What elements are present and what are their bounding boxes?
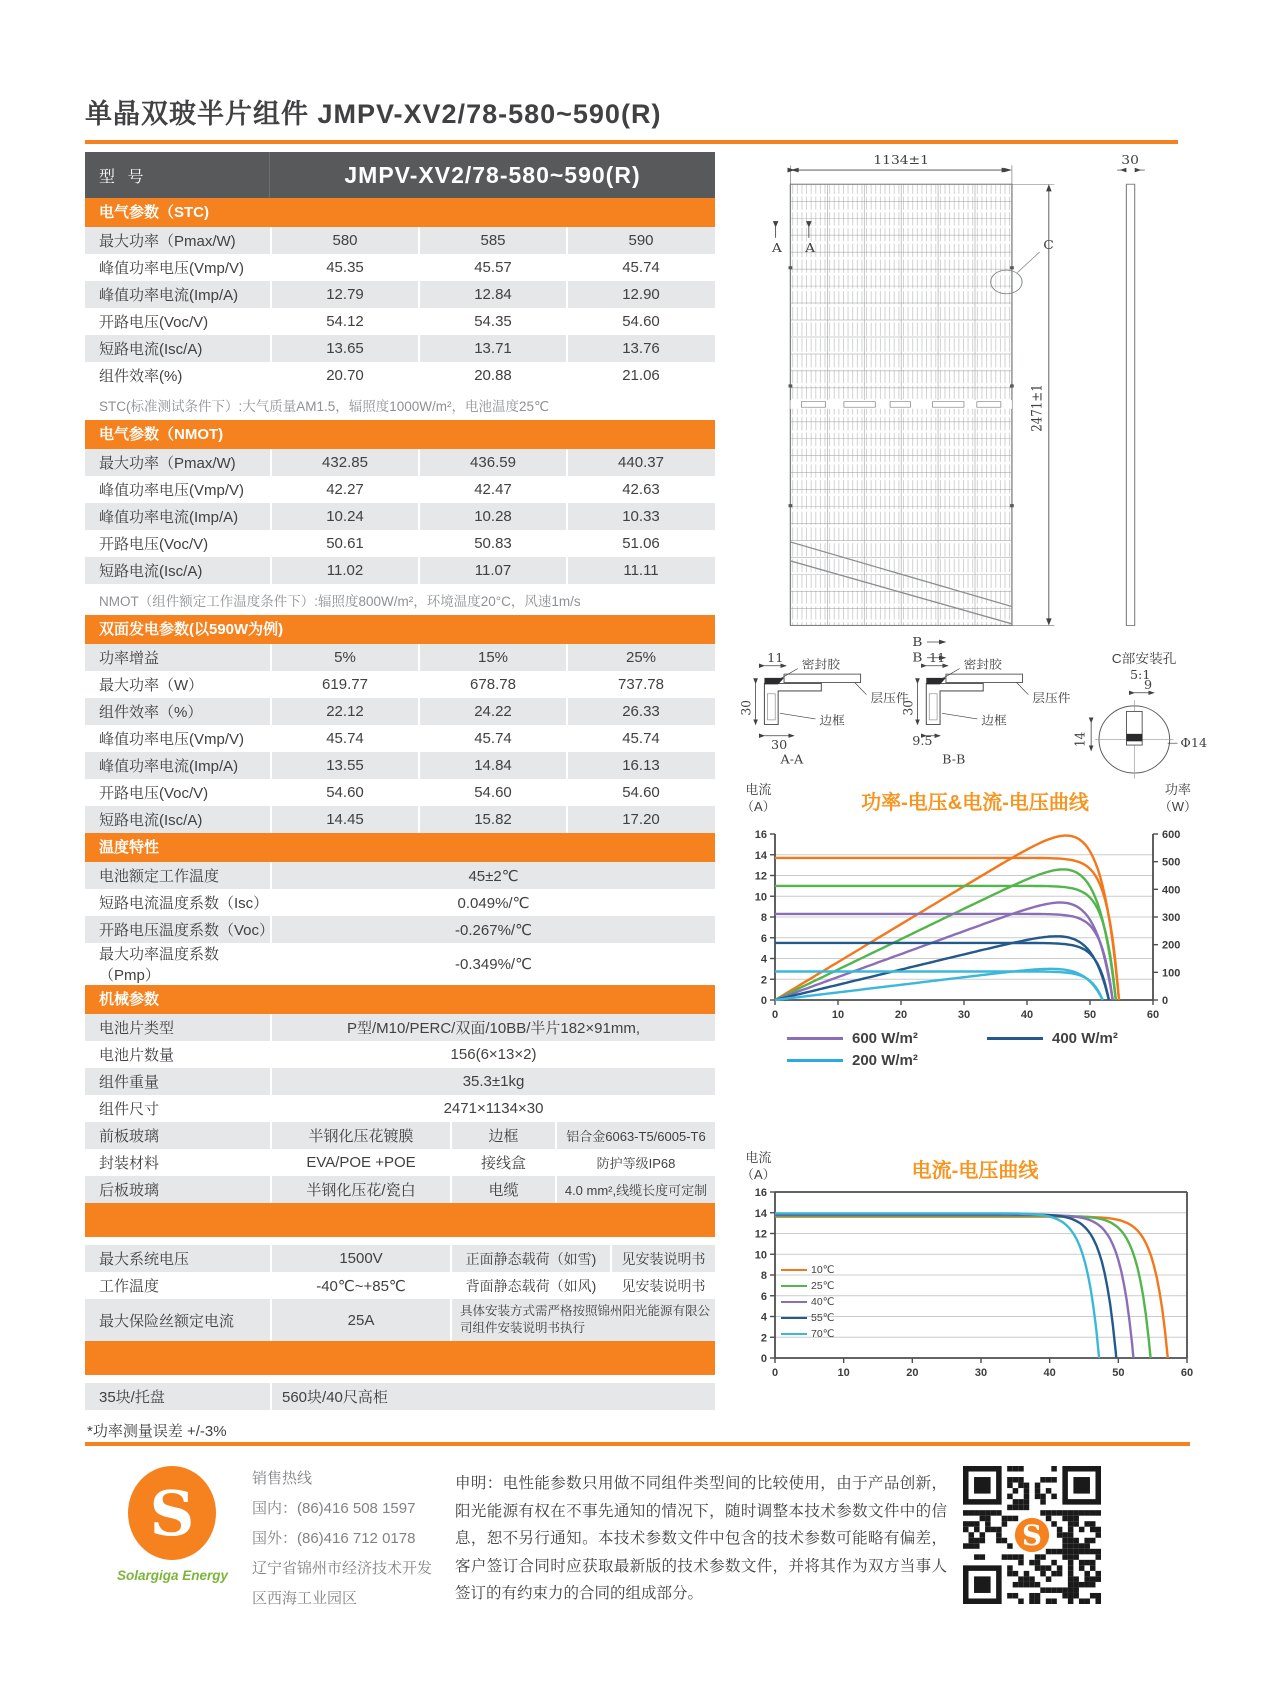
- hole-dim-14: 14: [1071, 731, 1088, 748]
- row-label: 最大保险丝额定电流: [99, 1312, 235, 1330]
- table-cell: 45.35: [270, 254, 418, 281]
- svg-text:2: 2: [760, 974, 767, 987]
- svg-text:20: 20: [906, 1367, 919, 1379]
- table-cell: 45.57: [418, 254, 566, 281]
- table-cell: -40℃~+85℃: [270, 1272, 450, 1299]
- table-cell: 42.63: [566, 476, 714, 503]
- table-row: [85, 1383, 715, 1410]
- table-row: [85, 1176, 715, 1203]
- table-cell: 45±2℃: [270, 862, 715, 889]
- row-label: 电池额定工作温度: [99, 868, 220, 885]
- svg-text:30: 30: [974, 1367, 988, 1379]
- aa-laminate-label: 层压件: [870, 691, 909, 706]
- row-label: 前板玻璃: [99, 1128, 160, 1145]
- label-a2: A: [805, 241, 816, 256]
- table-cell: 45.74: [566, 725, 714, 752]
- title-underline: [85, 140, 1178, 144]
- table-cell: 铝合金6063-T5/6005-T6: [555, 1122, 715, 1149]
- table-row: [85, 281, 715, 308]
- table-row: [85, 889, 715, 916]
- table-row: [85, 308, 715, 335]
- contact-block: [252, 1464, 444, 1614]
- hole-scale: 5:1: [1129, 667, 1151, 682]
- legend-item: [781, 1278, 834, 1294]
- svg-text:600: 600: [1162, 829, 1181, 841]
- chart-iv-temp: [735, 1150, 1215, 1450]
- legend-swatch: [987, 1037, 1043, 1040]
- aa-dim-11: 11: [767, 650, 784, 665]
- svg-text:0: 0: [771, 1367, 779, 1379]
- table-row: [85, 503, 715, 530]
- label-b1: B: [912, 635, 923, 650]
- svg-text:300: 300: [1162, 912, 1181, 924]
- bb-caption: B-B: [942, 752, 966, 767]
- spec-table: [85, 152, 715, 1441]
- svg-text:8: 8: [760, 912, 767, 924]
- phone-overseas: 国外：(86)416 712 0178: [252, 1530, 416, 1547]
- bb-dim-95: 9.5: [912, 733, 933, 748]
- table-cell: 17.20: [566, 806, 714, 833]
- legend-swatch: [781, 1301, 807, 1304]
- svg-text:500: 500: [1162, 856, 1181, 869]
- svg-text:200: 200: [1162, 939, 1181, 952]
- table-cell: 35.3±1kg: [270, 1068, 715, 1095]
- legend-item: [787, 1030, 987, 1047]
- company-address: 辽宁省锦州市经济技术开发区西海工业园区: [252, 1560, 433, 1607]
- svg-text:400: 400: [1162, 884, 1181, 897]
- mounting-hole-detail: [1072, 650, 1207, 778]
- aa-seal-label: 密封胶: [801, 657, 840, 672]
- svg-text:10: 10: [831, 1009, 845, 1021]
- section-header: 温度特性: [85, 833, 715, 862]
- table-cell: 12.90: [566, 281, 714, 308]
- panel-drawing: [735, 148, 1215, 668]
- table-row: [85, 1149, 715, 1176]
- table-row: [85, 1299, 715, 1341]
- table-note: NMOT（组件额定工作温度条件下）:辐照度800W/m²，环境温度20°C，风速1m/s: [85, 584, 715, 615]
- table-cell: 42.27: [270, 476, 418, 503]
- svg-text:40: 40: [1043, 1367, 1056, 1379]
- row-label: 组件效率(%): [99, 368, 183, 385]
- table-cell: 25A: [270, 1299, 450, 1341]
- row-label: 峰值功率电流(Imp/A): [99, 287, 239, 304]
- svg-text:0: 0: [1162, 995, 1169, 1007]
- table-cell: P型/M10/PERC/双面/10BB/半片182×91mm,: [270, 1014, 715, 1041]
- table-cell: 619.77: [270, 671, 418, 698]
- table-row: [85, 557, 715, 584]
- section-bb: [900, 650, 1071, 766]
- legal-declaration: 申明：电性能参数只用做不同组件类型间的比较使用，由于产品创新，阳光能源有权在不事先通知的情况下，随时调整本技术参数文件中的信息，恕不另行通知。本技术参数文件中包含的技术参数可能略有偏差，客户签订合同时应获取最新版的技术参数文件，并将其作为双方当事人签订的有约束力的合同的组成部分。: [455, 1475, 947, 1603]
- bb-dim-11: 11: [929, 650, 946, 665]
- row-label: 短路电流温度系数（Isc）: [99, 895, 269, 912]
- table-row: [85, 530, 715, 557]
- row-label: 后板玻璃: [99, 1182, 160, 1199]
- model-header-row: [85, 152, 715, 198]
- model-value: JMPV-XV2/78-580~590(R): [344, 161, 641, 188]
- legend-swatch: [781, 1317, 807, 1320]
- row-label: 组件效率（%）: [99, 704, 203, 721]
- row-label: 峰值功率电压(Vmp/V): [99, 260, 245, 277]
- table-cell: 51.06: [566, 530, 714, 557]
- chart1-legend: [787, 1030, 1207, 1074]
- table-cell: 14.84: [418, 752, 566, 779]
- legend-swatch: [781, 1269, 807, 1272]
- svg-text:0: 0: [760, 995, 767, 1007]
- chart-pv-iv: [735, 782, 1215, 1082]
- table-row: [85, 671, 715, 698]
- table-cell: 11.11: [566, 557, 714, 584]
- table-cell: 见安装说明书: [610, 1245, 715, 1272]
- svg-text:60: 60: [1180, 1367, 1194, 1379]
- table-cell: 45.74: [418, 725, 566, 752]
- table-cell: 440.37: [566, 449, 714, 476]
- row-label: 背面静态载荷（如风): [450, 1272, 610, 1299]
- table-cell: 24.22: [418, 698, 566, 725]
- hole-dim-dia: Φ14: [1180, 735, 1208, 750]
- legend-swatch: [781, 1333, 807, 1336]
- table-cell: 16.13: [566, 752, 714, 779]
- table-cell: 13.65: [270, 335, 418, 362]
- legend-label: 400 W/m²: [1052, 1030, 1118, 1047]
- dim-height: 2471±1: [1029, 384, 1046, 432]
- table-cell: 585: [418, 227, 566, 254]
- legend-item: [781, 1326, 834, 1342]
- table-row: [85, 698, 715, 725]
- aa-dim-30w: 30: [771, 737, 788, 752]
- row-label: 最大功率（Pmax/W): [99, 233, 236, 250]
- svg-text:10: 10: [754, 1249, 767, 1262]
- row-label: 峰值功率电流(Imp/A): [99, 509, 239, 526]
- row-label: 峰值功率电压(Vmp/V): [99, 731, 245, 748]
- table-row: [85, 644, 715, 671]
- table-cell: 10.33: [566, 503, 714, 530]
- table-cell: EVA/POE +POE: [270, 1149, 450, 1176]
- table-row: [85, 1122, 715, 1149]
- table-cell: 25%: [566, 644, 714, 671]
- svg-text:50: 50: [1083, 1009, 1097, 1021]
- section-header: 电气参数（STC): [85, 198, 715, 227]
- table-row: [85, 1272, 715, 1299]
- legend-item: [987, 1030, 1187, 1047]
- table-cell: 11.02: [270, 557, 418, 584]
- section-aa: [738, 650, 909, 766]
- row-label: 开路电压(Voc/V): [99, 785, 209, 802]
- legend-item: [787, 1052, 987, 1069]
- table-cell: 54.12: [270, 308, 418, 335]
- table-cell: 10.24: [270, 503, 418, 530]
- logo-text: Solargiga Energy: [116, 1568, 229, 1583]
- section-header: 电气参数（NMOT): [85, 420, 715, 449]
- svg-text:14: 14: [754, 1207, 767, 1220]
- table-cell: 1500V: [270, 1245, 450, 1272]
- table-cell: 54.60: [270, 779, 418, 806]
- legend-swatch: [787, 1059, 843, 1062]
- table-cell: 580: [270, 227, 418, 254]
- label-b2: B: [912, 651, 923, 666]
- logo-letter: S: [149, 1476, 195, 1550]
- spec-table-body: [85, 198, 715, 1410]
- page-title: 单晶双玻半片组件 JMPV-XV2/78-580~590(R): [85, 99, 662, 129]
- table-row: [85, 1245, 715, 1272]
- table-cell: 50.83: [418, 530, 566, 557]
- table-cell: 13.55: [270, 752, 418, 779]
- svg-text:30: 30: [957, 1009, 971, 1021]
- legend-label: 70℃: [811, 1328, 835, 1340]
- row-label: 正面静态载荷（如雪): [450, 1245, 610, 1272]
- svg-text:6: 6: [760, 932, 767, 945]
- legend-swatch: [787, 1037, 843, 1040]
- section-bar-empty: [85, 1341, 715, 1375]
- table-row: [85, 1041, 715, 1068]
- table-cell: 半钢化压花/瓷白: [270, 1176, 450, 1203]
- table-cell: 22.12: [270, 698, 418, 725]
- table-cell: 半钢化压花镀膜: [270, 1122, 450, 1149]
- svg-text:20: 20: [894, 1009, 908, 1021]
- table-cell: 15.82: [418, 806, 566, 833]
- table-cell: 42.47: [418, 476, 566, 503]
- table-cell: 12.84: [418, 281, 566, 308]
- table-cell: 12.79: [270, 281, 418, 308]
- aa-caption: A-A: [780, 752, 804, 767]
- row-label: 开路电压(Voc/V): [99, 314, 209, 331]
- bb-frame-label: 边框: [981, 713, 1007, 728]
- table-cell: 678.78: [418, 671, 566, 698]
- row-label: 最大功率（W）: [99, 677, 204, 694]
- table-row: [85, 725, 715, 752]
- legend-label: 200 W/m²: [852, 1052, 918, 1069]
- svg-text:6: 6: [760, 1290, 767, 1303]
- legend-item: [781, 1262, 834, 1278]
- y-axis-label-current2: 电流 （A）: [741, 1150, 776, 1182]
- section-header: 机械参数: [85, 985, 715, 1014]
- table-cell: 45.74: [566, 254, 714, 281]
- row-label: 短路电流(Isc/A): [99, 812, 203, 829]
- svg-text:50: 50: [1112, 1367, 1125, 1379]
- svg-text:0: 0: [771, 1009, 779, 1021]
- table-cell: 13.71: [418, 335, 566, 362]
- svg-text:12: 12: [754, 1228, 767, 1241]
- legend-item: [781, 1310, 834, 1326]
- table-cell: -0.267%/℃: [270, 916, 715, 943]
- table-row: [85, 916, 715, 943]
- table-cell: 4.0 mm²,线缆长度可定制: [555, 1176, 715, 1203]
- table-cell: 见安装说明书: [610, 1272, 715, 1299]
- svg-text:40: 40: [1020, 1009, 1034, 1021]
- table-row: [85, 335, 715, 362]
- dim-thickness: 30: [1121, 153, 1139, 168]
- dim-width: 1134±1: [873, 153, 929, 168]
- solargiga-logo: [128, 1466, 216, 1560]
- bb-dim-30h: 30: [900, 700, 916, 716]
- chart1-title: 功率-电压&电流-电压曲线: [861, 792, 1089, 814]
- table-cell: 0.049%/℃: [270, 889, 715, 916]
- table-row: [85, 362, 715, 389]
- row-label: 最大功率（Pmax/W): [99, 455, 236, 472]
- table-row: [85, 943, 715, 985]
- bb-laminate-label: 层压件: [1032, 691, 1071, 706]
- label-c: C: [1043, 238, 1054, 253]
- table-cell: 14.45: [270, 806, 418, 833]
- chart1-plot: [735, 826, 1205, 1026]
- svg-text:2: 2: [760, 1332, 767, 1345]
- row-label: 开路电压温度系数（Voc）: [99, 922, 275, 939]
- table-cell: 防护等级IP68: [555, 1149, 715, 1176]
- row-label: 工作温度: [99, 1278, 160, 1295]
- table-cell: 54.35: [418, 308, 566, 335]
- svg-text:4: 4: [760, 1311, 767, 1324]
- svg-text:4: 4: [760, 953, 767, 966]
- chart2-legend: [781, 1262, 834, 1342]
- row-label: 接线盒: [450, 1149, 555, 1176]
- svg-text:8: 8: [760, 1270, 767, 1282]
- table-row: [85, 752, 715, 779]
- footer-divider: [85, 1442, 1190, 1446]
- row-label: 短路电流(Isc/A): [99, 563, 203, 580]
- cross-sections: [735, 648, 1255, 788]
- table-cell: 737.78: [566, 671, 714, 698]
- hole-title: C部安装孔: [1111, 651, 1177, 666]
- legend-label: 55℃: [811, 1312, 835, 1324]
- svg-text:16: 16: [754, 829, 767, 841]
- table-cell: 13.76: [566, 335, 714, 362]
- table-note: STC(标准测试条件下）:大气质量AM1.5，辐照度1000W/m²，电池温度25℃: [85, 389, 715, 420]
- table-cell: 54.60: [566, 779, 714, 806]
- table-row: [85, 806, 715, 833]
- qr-code: [963, 1466, 1101, 1604]
- measurement-tolerance-note: *功率测量误差 +/-3%: [87, 1423, 227, 1440]
- label-a1: A: [771, 241, 782, 256]
- panel-side-view: [1126, 184, 1134, 625]
- table-cell: 10.28: [418, 503, 566, 530]
- table-cell: 560块/40尺高柜: [270, 1383, 715, 1410]
- svg-text:14: 14: [754, 849, 767, 862]
- row-label: 最大功率温度系数（Pmp）: [99, 946, 220, 984]
- svg-text:60: 60: [1146, 1009, 1160, 1021]
- model-label: 型 号: [85, 152, 270, 198]
- svg-text:0: 0: [760, 1353, 767, 1365]
- chart2-title: 电流-电压曲线: [911, 1160, 1039, 1182]
- legend-label: 600 W/m²: [852, 1030, 918, 1047]
- svg-text:S: S: [1022, 1518, 1042, 1552]
- table-row: [85, 1068, 715, 1095]
- hotline-title: 销售热线: [252, 1470, 313, 1487]
- table-cell: 54.60: [566, 308, 714, 335]
- hole-dim-9: 9: [1143, 677, 1153, 692]
- table-cell: 2471×1134×30: [270, 1095, 715, 1122]
- table-row: [85, 862, 715, 889]
- table-cell: 54.60: [418, 779, 566, 806]
- aa-frame-label: 边框: [819, 713, 845, 728]
- row-label: 短路电流(Isc/A): [99, 341, 203, 358]
- table-row: [85, 449, 715, 476]
- table-cell: 590: [566, 227, 714, 254]
- legend-label: 40℃: [811, 1296, 835, 1308]
- row-label: 电池片数量: [99, 1047, 175, 1064]
- row-label: 最大系统电压: [99, 1251, 190, 1268]
- row-label: 峰值功率电流(Imp/A): [99, 758, 239, 775]
- row-label: 功率增益: [99, 650, 160, 667]
- row-label: 开路电压(Voc/V): [99, 536, 209, 553]
- section-bar-empty: [85, 1203, 715, 1237]
- table-row: [85, 779, 715, 806]
- row-label: 边框: [450, 1122, 555, 1149]
- table-cell: 26.33: [566, 698, 714, 725]
- svg-text:100: 100: [1162, 967, 1181, 980]
- legend-label: 25℃: [811, 1280, 835, 1292]
- table-cell: -0.349%/℃: [270, 943, 715, 985]
- svg-text:10: 10: [754, 891, 767, 904]
- table-cell: 45.74: [270, 725, 418, 752]
- table-cell: 11.07: [418, 557, 566, 584]
- svg-text:16: 16: [754, 1187, 767, 1199]
- table-note-cell: 具体安装方式需严格按照锦州阳光能源有限公司组件安装说明书执行: [450, 1299, 715, 1341]
- row-label: 峰值功率电压(Vmp/V): [99, 482, 245, 499]
- row-label: 电池片类型: [99, 1020, 175, 1037]
- row-label: 组件重量: [99, 1074, 160, 1091]
- svg-text:10: 10: [837, 1367, 850, 1379]
- svg-text:12: 12: [754, 870, 767, 883]
- y-axis-label-current: 电流 （A）: [741, 782, 776, 814]
- table-row: [85, 1014, 715, 1041]
- table-row: [85, 476, 715, 503]
- table-cell: 21.06: [566, 362, 714, 389]
- row-label: 35块/托盘: [99, 1389, 165, 1406]
- table-cell: 15%: [418, 644, 566, 671]
- legend-swatch: [781, 1285, 807, 1288]
- y-axis-label-power: 功率 （W）: [1158, 782, 1197, 814]
- table-row: [85, 254, 715, 281]
- table-cell: 436.59: [418, 449, 566, 476]
- table-cell: 5%: [270, 644, 418, 671]
- aa-dim-30h: 30: [738, 700, 754, 716]
- legend-label: 10℃: [811, 1264, 835, 1276]
- table-row: [85, 1095, 715, 1122]
- bb-seal-label: 密封胶: [963, 657, 1002, 672]
- table-cell: 20.70: [270, 362, 418, 389]
- table-cell: 20.88: [418, 362, 566, 389]
- table-cell: 432.85: [270, 449, 418, 476]
- row-label: 封装材料: [99, 1155, 160, 1172]
- table-cell: 50.61: [270, 530, 418, 557]
- table-cell: 156(6×13×2): [270, 1041, 715, 1068]
- phone-domestic: 国内：(86)416 508 1597: [252, 1500, 416, 1517]
- row-label: 组件尺寸: [99, 1101, 160, 1118]
- row-label: 电缆: [450, 1176, 555, 1203]
- legend-item: [781, 1294, 834, 1310]
- table-row: [85, 227, 715, 254]
- section-header: 双面发电参数(以590W为例): [85, 615, 715, 644]
